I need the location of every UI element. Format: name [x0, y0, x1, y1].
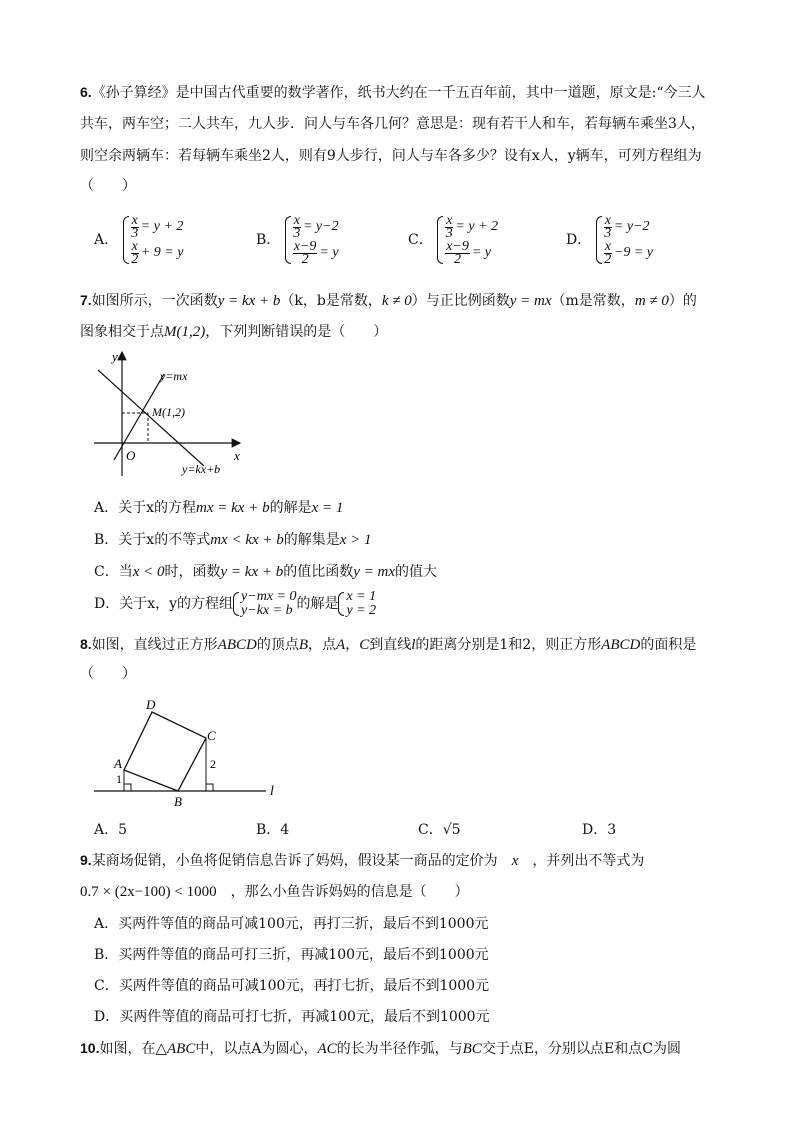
q9-option-b[interactable]: B．买两件等值的商品可打三折，再减100元，最后不到1000元	[94, 947, 489, 963]
q9-option-c[interactable]: C．买两件等值的商品可减100元，再打七折，最后不到1000元	[94, 978, 490, 994]
distance-1: 1	[116, 772, 122, 786]
distance-2: 2	[210, 757, 216, 771]
q6-line-1: 6.《孙子算经》是中国古代重要的数学著作，纸书大约在一千五百年前，其中一道题，原文是:“今三人	[80, 84, 706, 101]
equation-system: $\frac{x}{3}$ = y + 2 $\frac{x-9}{2}$ = y	[437, 214, 498, 266]
q6-option-a[interactable]: A． $\frac{x}{3}$ = y + 2 x 2 + 9 = y	[94, 212, 184, 267]
equation-system: y−mx = 0 y−kx = b	[233, 590, 296, 618]
right-angle-c	[206, 784, 213, 791]
right-angle-a	[124, 784, 131, 791]
q8-number: 8.	[80, 636, 92, 652]
q7-option-d[interactable]: D． 关于x，y的方程组 y−mx = 0 y−kx = b 的解是 x = 1 y = 2	[94, 589, 377, 618]
q6-number: 6.	[80, 84, 92, 100]
q8-square-figure	[88, 694, 288, 812]
q6-line-2: 共车，两车空；二人共车，九人步．问人与车各几何？意思是：现有若干人和车，若每辆车乘坐3人，	[80, 116, 705, 132]
q10-number: 10.	[80, 1040, 100, 1056]
equation-system: $\frac{x}{3}$ = y−2 $\frac{x-9}{2}$ = y	[285, 214, 339, 266]
q9-line-1: 9.某商场促销，小鱼将促销信息告诉了妈妈，假设某一商品的定价为 x ，并列出不等式为	[80, 852, 645, 869]
q9-number: 9.	[80, 852, 92, 868]
q9-option-a[interactable]: A．买两件等值的商品可减100元，再打三折，最后不到1000元	[94, 916, 489, 932]
line-y-mx-label: y=mx	[160, 369, 188, 383]
q9-line-2: 0.7 × (2x−100) < 1000 ，那么小鱼告诉妈妈的信息是（ ）	[80, 884, 469, 900]
q6-option-c[interactable]: C． $\frac{x}{3}$ = y + 2 $\frac{x-9}{2}$ = y	[408, 212, 498, 267]
q7-option-b[interactable]: B．关于x的不等式mx < kx + b的解集是x > 1	[94, 532, 372, 548]
q6-line-3: 则空余两辆车：若每辆车乘坐2人，则有9人步行，问人与车各多少？设有x人，y辆车，可列方程组为	[80, 148, 702, 164]
equation-system: $\frac{x}{3}$ = y−2 x 2 −9 = y	[596, 214, 653, 266]
solution-system: x = 1 y = 2	[338, 590, 376, 618]
q6-answer-bracket: （ ）	[80, 178, 136, 194]
label-c: C	[207, 728, 216, 743]
q6-option-b[interactable]: B． $\frac{x}{3}$ = y−2 $\frac{x-9}{2}$ = y	[256, 212, 339, 267]
y-axis-label: y	[112, 349, 118, 364]
origin-label: O	[126, 448, 136, 463]
square-abcd	[124, 712, 206, 791]
q8-answer-bracket: （ ）	[80, 666, 136, 682]
point-m-label: M(1,2)	[152, 405, 185, 419]
line-y-kx-b-label: y=kx+b	[182, 462, 221, 476]
label-a: A	[114, 756, 122, 771]
q7-number: 7.	[80, 292, 92, 308]
q8-option-b[interactable]: B．4	[256, 822, 290, 838]
q7-graph-figure	[88, 346, 258, 480]
q8-option-a[interactable]: A．5	[94, 822, 128, 838]
q7-option-a[interactable]: A．关于x的方程mx = kx + b的解是x = 1	[94, 500, 344, 516]
label-d: D	[146, 697, 156, 712]
label-l: l	[270, 784, 274, 799]
q7-line-1: 7.如图所示，一次函数y = kx + b（k，b是常数，k ≠ 0）与正比例函数y = mx（m是常数，m ≠ 0）的	[80, 292, 697, 309]
line-y-kx-b	[98, 370, 204, 466]
x-axis-label: x	[234, 448, 240, 463]
q8-line-1: 8.如图，直线过正方形ABCD的顶点B，点A，C到直线l的距离分别是1和2，则正方形ABCD的面积是	[80, 636, 697, 653]
equation-system: $\frac{x}{3}$ = y + 2 x 2 + 9 = y	[123, 214, 184, 266]
label-b: B	[174, 794, 182, 809]
q7-option-c[interactable]: C．当x < 0时，函数y = kx + b的值比函数y = mx的值大	[94, 564, 437, 580]
q7-line-2: 图象相交于点M(1,2)，下列判断错误的是（ ）	[80, 324, 388, 340]
q9-option-d[interactable]: D．买两件等值的商品可打七折，再减100元，最后不到1000元	[94, 1009, 490, 1025]
q6-option-d[interactable]: D． $\frac{x}{3}$ = y−2 x 2 −9 = y	[566, 212, 654, 267]
q8-option-d[interactable]: D．3	[582, 822, 617, 838]
q8-option-c[interactable]: C．√5	[418, 822, 461, 838]
q10-line-1: 10.如图，在△ABC中，以点A为圆心，AC的长为半径作弧，与BC交于点E，分别以点E和点C为圆	[80, 1040, 681, 1057]
